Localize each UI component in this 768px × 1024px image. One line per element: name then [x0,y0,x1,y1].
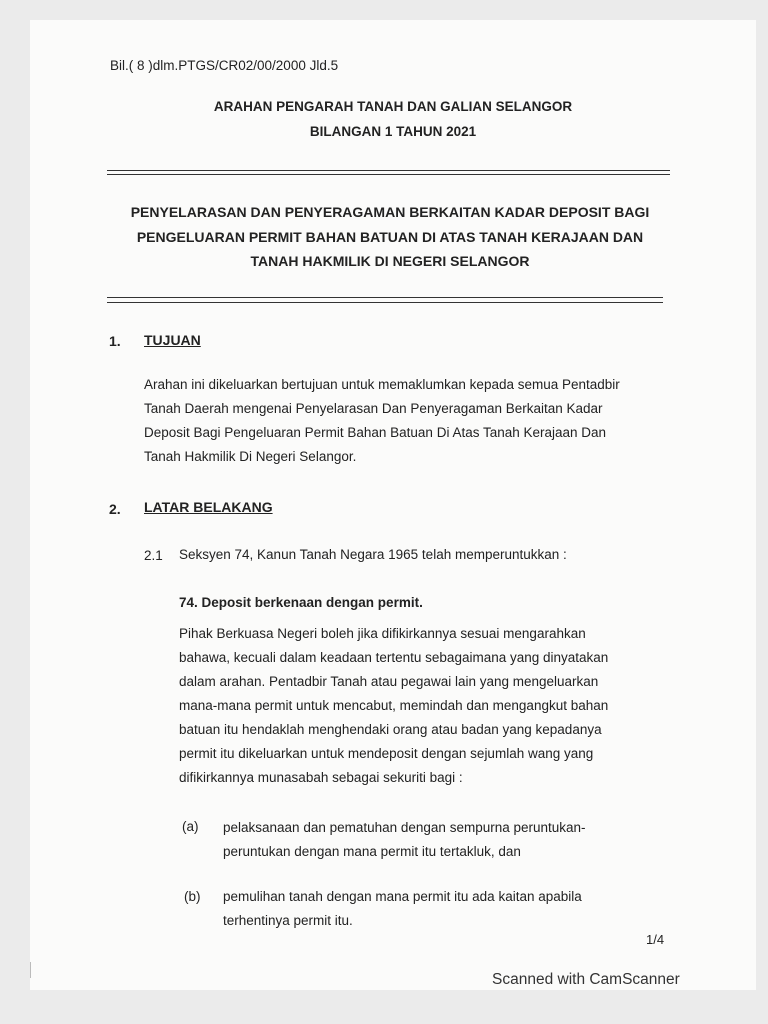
subject-line-1: PENYELARASAN DAN PENYERAGAMAN BERKAITAN KADAR DEPOSIT BAGI [130,204,650,220]
item-line: pelaksanaan dan pematuhan dengan sempurna peruntukan- [223,820,586,835]
quote-line: mana-mana permit untuk mencabut, memindah dan mengangkut bahan [179,698,609,713]
section-number: 1. [109,333,121,349]
divider-bottom-2 [107,302,663,303]
paragraph-line: Tanah Hakmilik Di Negeri Selangor. [144,449,357,464]
quote-line: bahawa, kecuali dalam keadaan tertentu sebagaimana yang dinyatakan [179,650,609,665]
section-1-paragraph [144,373,665,469]
subject-line-2: PENGELUARAN PERMIT BAHAN BATUAN DI ATAS TANAH KERAJAAN DAN [136,229,644,245]
page-number: 1/4 [646,932,665,947]
quote-line: dalam arahan. Pentadbir Tanah atau pegawai lain yang mengeluarkan [179,674,599,689]
quote-line: permit itu dikeluarkan untuk mendeposit dengan sejumlah wang yang [179,746,594,761]
quote-paragraph [179,622,667,790]
item-label: (a) [182,819,199,834]
quote-line: batuan itu hendaklah menghendaki orang atau badan yang kepadanya [179,722,602,737]
quote-line: Pihak Berkuasa Negeri boleh jika difikirkannya sesuai mengarahkan [179,626,586,641]
quote-title: 74. Deposit berkenaan dengan permit. [179,595,423,610]
item-line: peruntukan dengan mana permit itu tertakluk, dan [223,844,521,859]
scan-edge-mark [30,962,31,978]
reference-number: Bil.( 8 )dlm.PTGS/CR02/00/2000 Jld.5 [110,58,339,73]
subject-line-3: TANAH HAKMILIK DI NEGERI SELANGOR [250,253,530,269]
section-heading-latar-belakang: LATAR BELAKANG [144,499,273,515]
quote-line: difikirkannya munasabah sebagai sekuriti bagi : [179,770,463,785]
item-b-text [223,885,667,933]
scanner-watermark: Scanned with CamScanner [492,971,680,988]
document-page [30,20,756,990]
paragraph-line: Tanah Daerah mengenai Penyelarasan Dan Penyeragaman Berkaitan Kadar [144,401,603,416]
divider-bottom-1 [107,297,663,298]
divider-top-1 [107,170,670,171]
item-label: (b) [184,889,201,904]
item-a-text [223,816,667,864]
section-heading-tujuan: TUJUAN [144,332,201,348]
subsection-number: 2.1 [144,548,163,563]
document-title: ARAHAN PENGARAH TANAH DAN GALIAN SELANGOR [213,99,573,114]
paragraph-line: Deposit Bagi Pengeluaran Permit Bahan Batuan Di Atas Tanah Kerajaan Dan [144,425,607,440]
subsection-text: Seksyen 74, Kanun Tanah Negara 1965 telah memperuntukkan : [179,547,567,562]
item-line: terhentinya permit itu. [223,913,353,928]
paragraph-line: Arahan ini dikeluarkan bertujuan untuk memaklumkan kepada semua Pentadbir [144,377,620,392]
section-number: 2. [109,501,121,517]
divider-top-2 [107,174,670,175]
document-number: BILANGAN 1 TAHUN 2021 [309,124,477,139]
item-line: pemulihan tanah dengan mana permit itu ada kaitan apabila [223,889,582,904]
